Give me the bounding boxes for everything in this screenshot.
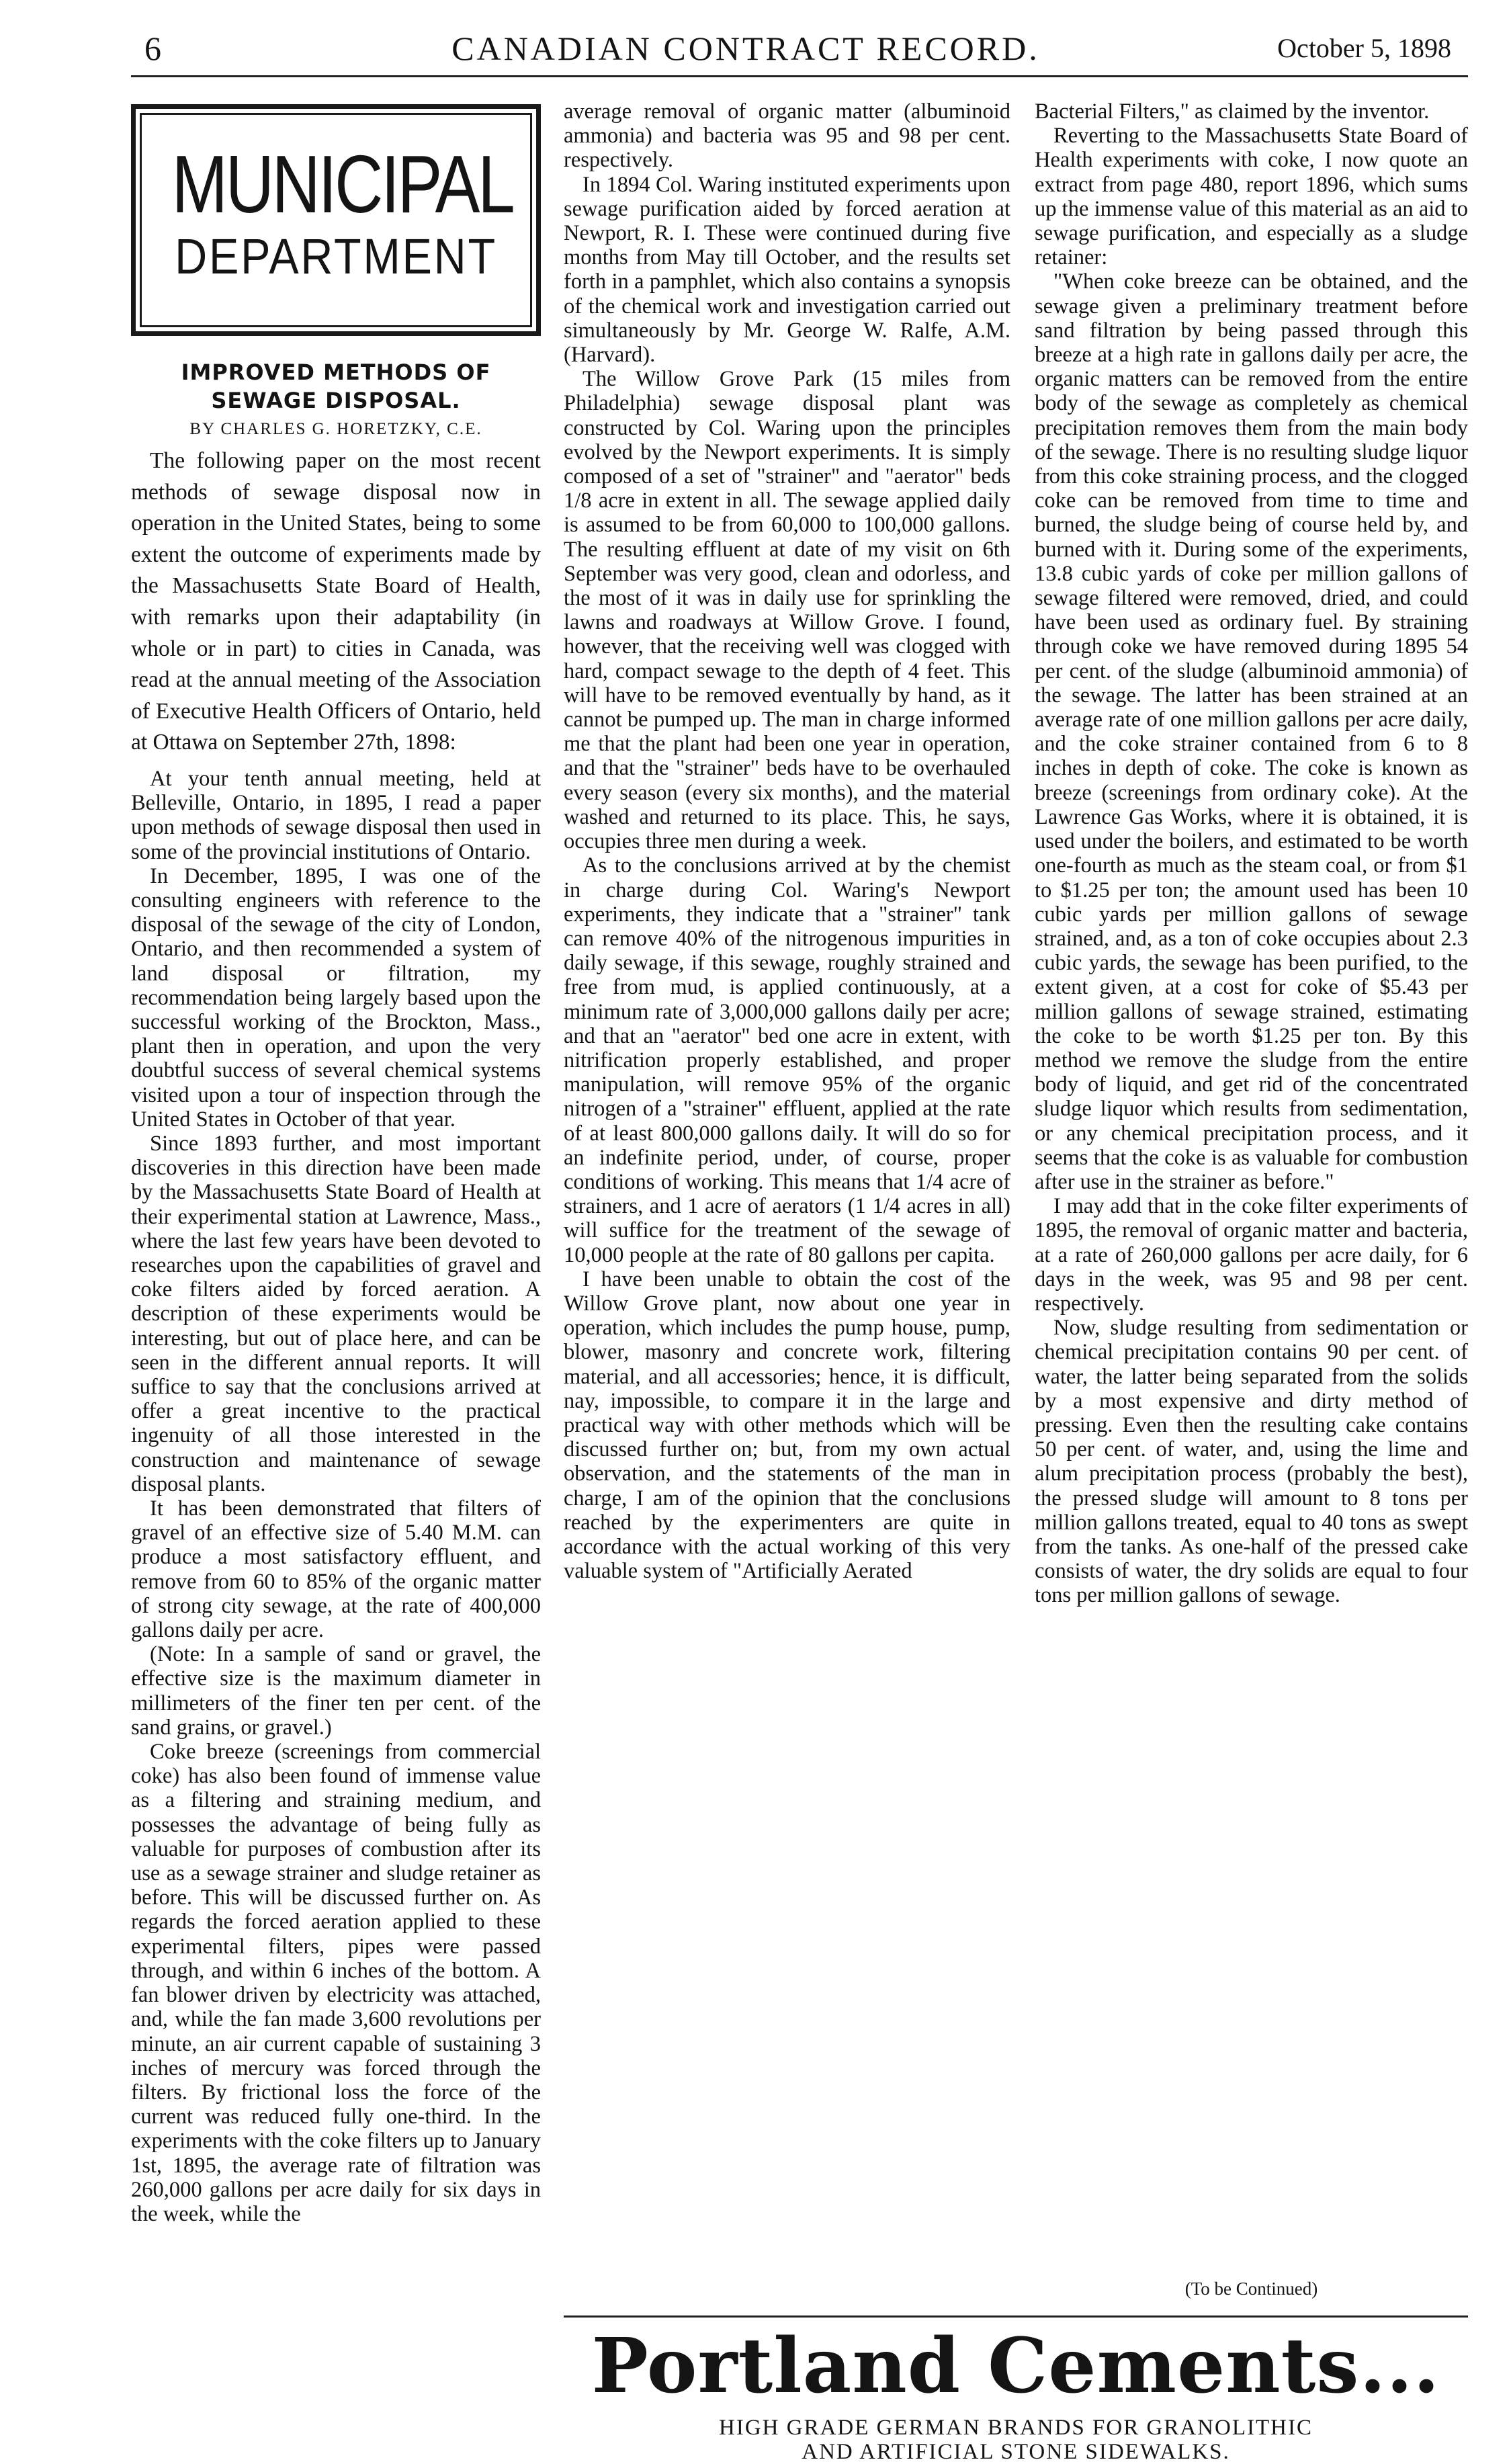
article-title: IMPROVED METHODS OF SEWAGE DISPOSAL. — [181, 359, 491, 413]
article-lead-paragraph: The following paper on the most recent methods of sewage disposal now in operation in the United States, being to some extent the outcome of experiments made by the Massachusetts State Board of Health, with remarks upon their adaptability (in whole or in part) to cities in Canada, was read at the annual meeting of the Association of Executive Health Officers of Ontario, held at Ottawa on September 27th, 1898: — [131, 448, 541, 755]
ad-subtitle — [564, 2416, 1468, 2464]
article-paragraph: Since 1893 further, and most important discoveries in this direction have been made by the Massachusetts State Board of Health at their experimental station at Lawrence, Mass., where the last few years have been devoted to researches upon the capabilities of gravel and coke filters aided by forced aeration. A description of these experiments would be interesting, but out of place here, and can be seen in the different annual reports. It will suffice to say that the conclusions arrived at offer a great incentive to the practical ingenuity of all those interested in the construction and maintenance of sewage disposal plants. — [131, 1131, 541, 1496]
ad-subtitle-line: AND ARTIFICIAL STONE SIDEWALKS. — [802, 2440, 1230, 2464]
article-quote: "When coke breeze can be obtained, and the sewage given a preliminary treatment before sand filtration by being passed through this breeze at a high rate in gallons daily per acre, the organic matters can be removed from the entire body of the sewage as completely as chemical precipitation removes them from the main body of the sewage. There is no resulting sludge liquor from this coke straining process, and the clogged coke can be removed from time to time and burned, the sludge being of course held by, and burned with it. During some of the experiments, 13.8 cubic yards of coke per million gallons of sewage filtered were removed, dried, and could have been used as ordinary fuel. By straining through coke we have removed during 1895 54 per cent. of the sludge (albuminoid ammonia) of the sewage. The latter has been strained at an average rate of one million gallons per acre daily, and the coke strainer contained from 6 to 8 inches in depth of coke. The coke is known as breeze (screenings from ordinary coke). At the Lawrence Gas Works, where it is obtained, it is used under the boilers, and estimated to be worth one-fourth as much as the steam coal, or from $1 to $1.25 per ton; the amount used has been 10 cubic yards per million gallons of sewage strained, and, as a ton of coke occupies about 2.3 cubic yards, the sewage has been purified, to the extent given, at a cost for coke of $5.43 per million gallons of sewage strained, estimating the coke to be worth $1.25 per ton. By this method we remove the sludge from the entire body of liquid, and get rid of the concentrated sludge liquor which results from sedimentation, or any chemical precipitation process, and it seems that the coke is as valuable for combustion after use in the strainer as before." — [1035, 269, 1468, 1194]
header-rule — [131, 75, 1468, 77]
article-paragraph: average removal of organic matter (albuminoid ammonia) and bacteria was 95 and 98 per cent. respectively. — [564, 99, 1010, 173]
article-paragraph: (Note: In a sample of sand or gravel, the effective size is the maximum diameter in millimeters of the finer ten per cent. of the sand grains, or gravel.) — [131, 1642, 541, 1740]
article-paragraph: Now, sludge resulting from sedimentation or chemical precipitation contains 90 per cent. of water, the latter being separated from the solids by a most expensive and dirty method of pressing. Even then the resulting cake contains 50 per cent. of water, and, using the lime and alum precipitation process (probably the best), the pressed sludge will amount to 8 tons per million gallons treated, equal to 40 tons as swept from the tanks. As one-half of the pressed cake consists of water, the dry solids are equal to four tons per million gallons of sewage. — [1035, 1316, 1468, 1608]
department-heading: MUNICIPAL — [171, 138, 513, 230]
article-paragraph: In 1894 Col. Waring instituted experiments upon sewage purification aided by forced aeration at Newport, R. I. These were continued during five months from May till October, and the results set forth in a pamphlet, which also contains a synopsis of the chemical work and investigation carried out simultaneously by Mr. George W. Ralfe, A.M. (Harvard). — [564, 172, 1010, 368]
continued-note: (To be Continued) — [1184, 2279, 1318, 2299]
article-column-2 — [564, 99, 1010, 1583]
article-paragraph: The Willow Grove Park (15 miles from Philadelphia) sewage disposal plant was constructed by Col. Waring upon the principles evolved by the Newport experiments. It is simply composed of a set of "strainer" and "aerator" beds 1/8 acre in extent in all. The sewage applied daily is assumed to be from 60,000 to 100,000 gallons. The resulting effluent at date of my visit on 6th September was very good, clean and odorless, and the most of it was in daily use for sprinkling the lawns and roadways at Willow Grove. I found, however, that the receiving well was clogged with hard, compact sewage to the depth of 4 feet. This will have to be removed eventually by hand, as it cannot be pumped up. The man in charge informed me that the plant had been one year in operation, and that the "strainer" beds have to be overhauled every season (every six months), and the material washed and returned to its place. This, he says, occupies three men during a week. — [564, 367, 1010, 854]
issue-date: October 5, 1898 — [1277, 33, 1451, 63]
article-paragraph: Bacterial Filters," as claimed by the inventor. — [1035, 99, 1430, 124]
article-paragraph: I have been unable to obtain the cost of the Willow Grove plant, now about one year in operation, which includes the pump house, pump, blower, masonry and concrete work, filtering material, and all accessories; hence, it is difficult, nay, impossible, to compare it in the large and practical way with other methods which will be discussed further on; but, from my own actual observation, and the statements of the man in charge, I am of the opinion that the conclusions reached by the experimenters are quite in accordance with the actual working of this very valuable system of "Artificially Aerated — [564, 1267, 1010, 1584]
article-paragraph: Reverting to the Massachusetts State Board of Health experiments with coke, I now quote an extract from page 480, report 1896, which sums up the immense value of this material as an aid to sewage purification, and especially as a sludge retainer: — [1035, 124, 1468, 270]
ad-top-rule — [564, 2316, 1468, 2318]
ad-subtitle-line: HIGH GRADE GERMAN BRANDS FOR GRANOLITHIC — [719, 2416, 1313, 2440]
article-paragraph: Coke breeze (screenings from commercial coke) has also been found of immense value as a filtering and straining medium, and possesses the advantage of being fully as valuable for purposes of combustion after its use as a sewage strainer and sludge retainer as before. This will be discussed further on. As regards the forced aeration applied to these experimental filters, pipes were passed through, and within 6 inches of the bottom. A fan blower driven by electricity was attached, and, while the fan made 3,600 revolutions per minute, an air current capable of sustaining 3 inches of mercury was forced through the filters. By frictional loss the force of the current was reduced fully one-third. In the experiments with the coke filters up to January 1st, 1895, the average rate of filtration was 260,000 gallons per acre daily for six days in the week, while the — [131, 1740, 541, 2226]
article-paragraph: It has been demonstrated that filters of gravel of an effective size of 5.40 M.M. can produce a most satisfactory effluent, and remove from 60 to 85% of the organic matter of strong city sewage, at the rate of 400,000 gallons daily per acre. — [131, 1496, 541, 1643]
department-subheading: DEPARTMENT — [175, 228, 497, 284]
publication-title: CANADIAN CONTRACT RECORD. — [451, 30, 1040, 67]
department-box — [131, 104, 541, 336]
article-column-1 — [131, 445, 541, 2226]
article-paragraph: In December, 1895, I was one of the consulting engineers with reference to the disposal of the sewage of the city of London, Ontario, and then recommended a system of land disposal or filtration, my recommendation being largely based upon the successful working of the Brockton, Mass., plant then in operation, and upon the very doubtful success of several chemical systems visited upon a tour of inspection through the United States in October of that year. — [131, 863, 541, 1132]
page-number: 6 — [144, 30, 161, 67]
article-paragraph: I may add that in the coke filter experiments of 1895, the removal of organic matter and bacteria, at a rate of 260,000 gallons per acre daily, for 6 days in the week, was 95 and 98 per cent. respectively. — [1035, 1194, 1468, 1316]
ad-portland-cements-title: Portland Cements... — [591, 2322, 1440, 2410]
article-column-3 — [1035, 99, 1468, 1608]
article-byline: BY CHARLES G. HORETZKY, C.E. — [189, 420, 482, 438]
article-paragraph: At your tenth annual meeting, held at Belleville, Ontario, in 1895, I read a paper upon methods of sewage disposal then used in some of the provincial institutions of Ontario. — [131, 766, 541, 864]
article-paragraph: As to the conclusions arrived at by the chemist in charge during Col. Waring's Newport experiments, they indicate that a "strainer" tank can remove 40% of the nitrogenous impurities in daily sewage, if this sewage, roughly strained and free from mud, is applied continuously, at a minimum rate of 3,000,000 gallons daily per acre; and that an "aerator" bed one acre in extent, with nitrification properly established, and proper manipulation, will remove 95% of the organic nitrogen of a "strainer" effluent, applied at the rate of at least 800,000 gallons daily. It will do so for an indefinite period, under, of course, proper conditions of working. This means that 1/4 acre of strainers, and 1 acre of aerators (1 1/4 acres in all) will suffice for the treatment of the sewage of 10,000 people at the rate of 80 gallons per capita. — [564, 853, 1010, 1267]
